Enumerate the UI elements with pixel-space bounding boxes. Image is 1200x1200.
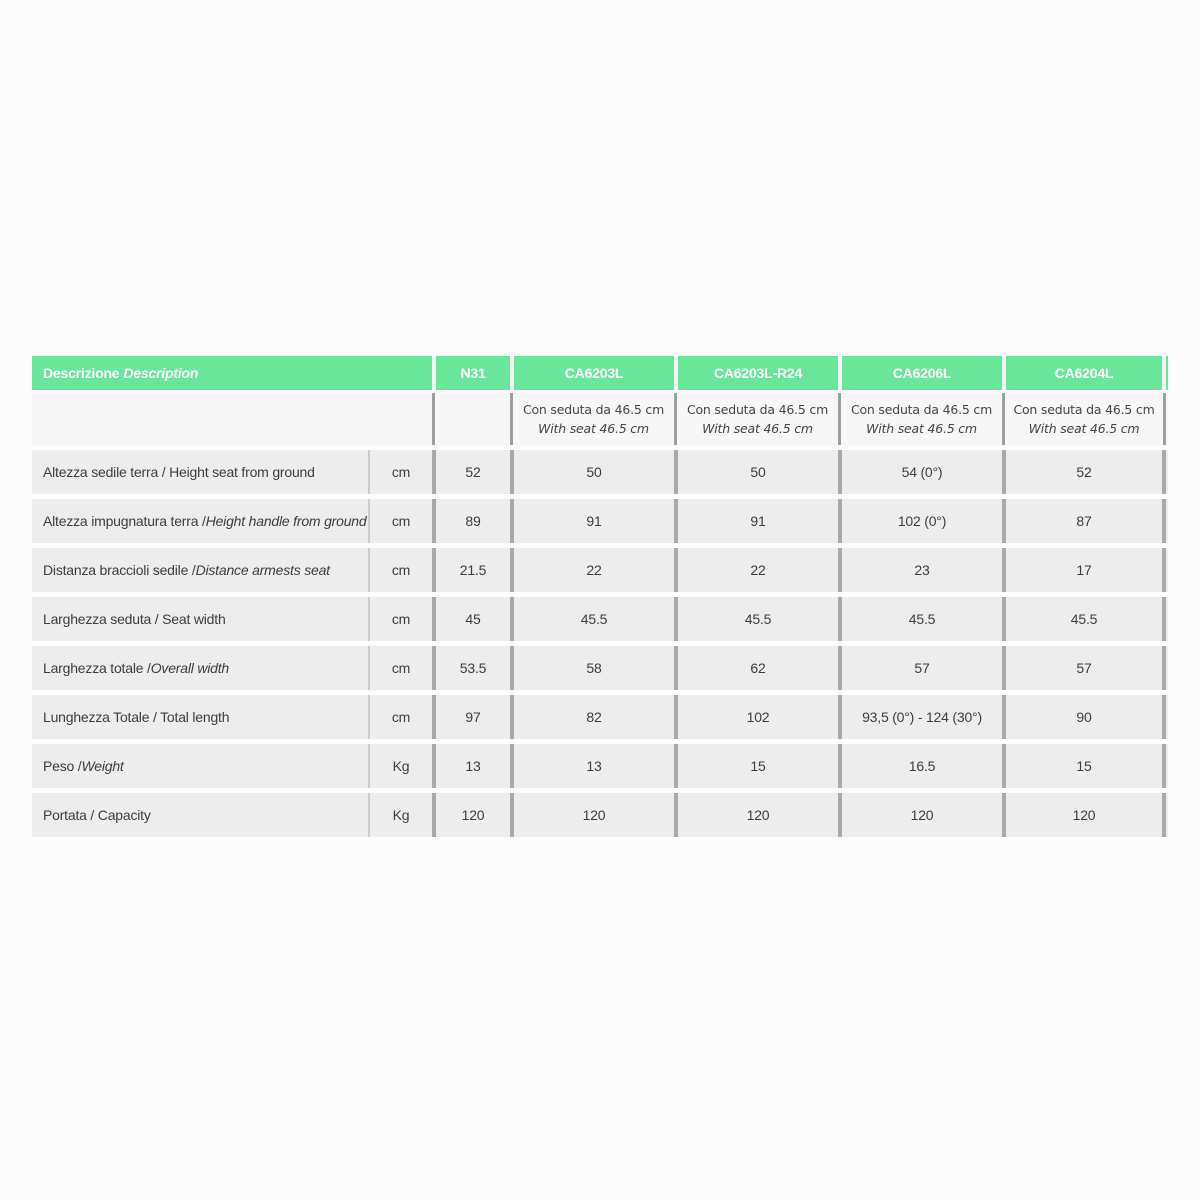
- row-label-it: Larghezza seduta / Seat width: [43, 611, 226, 627]
- table-row: [32, 450, 1168, 494]
- row-unit: Kg: [368, 744, 432, 788]
- value-ca6203l-r24: 22: [674, 548, 838, 592]
- seat-note-en: With seat 46.5 cm: [1028, 421, 1140, 436]
- table-row: [32, 744, 1168, 788]
- row-description: [32, 499, 368, 543]
- row-unit: cm: [368, 695, 432, 739]
- value-ca6203l: 13: [510, 744, 674, 788]
- value-ca6203l-r24: 102: [674, 695, 838, 739]
- value-ca6204l: 52: [1002, 450, 1166, 494]
- row-unit: cm: [368, 597, 432, 641]
- value-ca6203l-r24: 45.5: [674, 597, 838, 641]
- table-row: [32, 548, 1168, 592]
- row-label-en: Height handle from ground: [205, 513, 367, 529]
- row-label-en: Overall width: [150, 660, 230, 676]
- seat-note-en: With seat 46.5 cm: [866, 421, 977, 436]
- value-ca6204l: 17: [1002, 548, 1166, 592]
- seat-note-en: With seat 46.5 cm: [538, 421, 649, 436]
- row-unit: cm: [368, 450, 432, 494]
- value-ca6203l: 45.5: [510, 597, 674, 641]
- row-label-it: Portata / Capacity: [43, 807, 151, 823]
- row-label-it: Peso /: [43, 758, 82, 774]
- value-ca6203l: 58: [510, 646, 674, 690]
- table-row: [32, 646, 1168, 690]
- value-n31: 21.5: [432, 548, 510, 592]
- value-ca6206l: 23: [838, 548, 1002, 592]
- value-ca6206l: 102 (0°): [838, 499, 1002, 543]
- table-row: [32, 499, 1168, 543]
- header-model-n31: N31: [432, 356, 510, 390]
- subheader-n31: [432, 393, 510, 445]
- table-row: [32, 695, 1168, 739]
- value-ca6204l: 87: [1002, 499, 1166, 543]
- value-ca6203l-r24: 15: [674, 744, 838, 788]
- value-ca6203l: 50: [510, 450, 674, 494]
- header-desc-en: Description: [123, 365, 199, 381]
- row-label-it: Altezza sedile terra / Height seat from ground: [43, 464, 315, 480]
- header-description: [32, 356, 432, 390]
- row-label-en: Distance armests seat: [195, 562, 330, 578]
- header-model-ca6206l: CA6206L: [838, 356, 1002, 390]
- row-label-it: Distanza braccioli sedile /: [43, 562, 196, 578]
- seat-note-it: Con seduta da 46.5 cm: [522, 402, 665, 417]
- subheader-empty: [32, 393, 432, 445]
- value-ca6206l: 57: [838, 646, 1002, 690]
- value-ca6206l: 45.5: [838, 597, 1002, 641]
- value-ca6203l: 91: [510, 499, 674, 543]
- value-n31: 120: [432, 793, 510, 837]
- value-ca6203l-r24: 50: [674, 450, 838, 494]
- value-ca6203l-r24: 120: [674, 793, 838, 837]
- spec-table: [32, 356, 1168, 842]
- table-row: [32, 793, 1168, 837]
- value-ca6206l: 120: [838, 793, 1002, 837]
- value-n31: 13: [432, 744, 510, 788]
- subheader-seat-note: [838, 393, 1002, 445]
- row-description: [32, 744, 368, 788]
- seat-note-it: Con seduta da 46.5 cm: [850, 402, 993, 417]
- table-header: [32, 356, 1168, 390]
- row-label-it: Altezza impugnatura terra /: [43, 513, 206, 529]
- row-unit: cm: [368, 499, 432, 543]
- row-description: [32, 450, 368, 494]
- value-n31: 45: [432, 597, 510, 641]
- value-ca6204l: 120: [1002, 793, 1166, 837]
- subheader-seat-note: [674, 393, 838, 445]
- row-label-en: Weight: [81, 758, 124, 774]
- row-unit: Kg: [368, 793, 432, 837]
- row-description: [32, 695, 368, 739]
- header-desc-it: Descrizione: [43, 365, 120, 381]
- row-description: [32, 646, 368, 690]
- row-label-it: Lunghezza Totale / Total length: [43, 709, 230, 725]
- value-n31: 89: [432, 499, 510, 543]
- value-n31: 97: [432, 695, 510, 739]
- value-ca6204l: 15: [1002, 744, 1166, 788]
- seat-note-en: With seat 46.5 cm: [702, 421, 813, 436]
- row-description: [32, 793, 368, 837]
- value-ca6204l: 90: [1002, 695, 1166, 739]
- value-ca6206l: 93,5 (0°) - 124 (30°): [838, 695, 1002, 739]
- row-unit: cm: [368, 548, 432, 592]
- row-label-it: Larghezza totale /: [43, 660, 151, 676]
- row-unit: cm: [368, 646, 432, 690]
- value-ca6203l-r24: 62: [674, 646, 838, 690]
- header-model-ca6204l: CA6204L: [1002, 356, 1166, 390]
- seat-note-it: Con seduta da 46.5 cm: [686, 402, 829, 417]
- value-ca6203l-r24: 91: [674, 499, 838, 543]
- value-ca6206l: 16.5: [838, 744, 1002, 788]
- table-subheader: [32, 393, 1168, 445]
- subheader-seat-note: [1002, 393, 1166, 445]
- value-ca6204l: 57: [1002, 646, 1166, 690]
- value-ca6204l: 45.5: [1002, 597, 1166, 641]
- value-ca6203l: 120: [510, 793, 674, 837]
- subheader-seat-note: [510, 393, 674, 445]
- seat-note-it: Con seduta da 46.5 cm: [1013, 402, 1155, 417]
- value-ca6203l: 22: [510, 548, 674, 592]
- value-n31: 52: [432, 450, 510, 494]
- row-description: [32, 548, 368, 592]
- header-model-ca6203l: CA6203L: [510, 356, 674, 390]
- header-model-ca6203l-r24: CA6203L-R24: [674, 356, 838, 390]
- value-n31: 53.5: [432, 646, 510, 690]
- value-ca6206l: 54 (0°): [838, 450, 1002, 494]
- value-ca6203l: 82: [510, 695, 674, 739]
- table-row: [32, 597, 1168, 641]
- row-description: [32, 597, 368, 641]
